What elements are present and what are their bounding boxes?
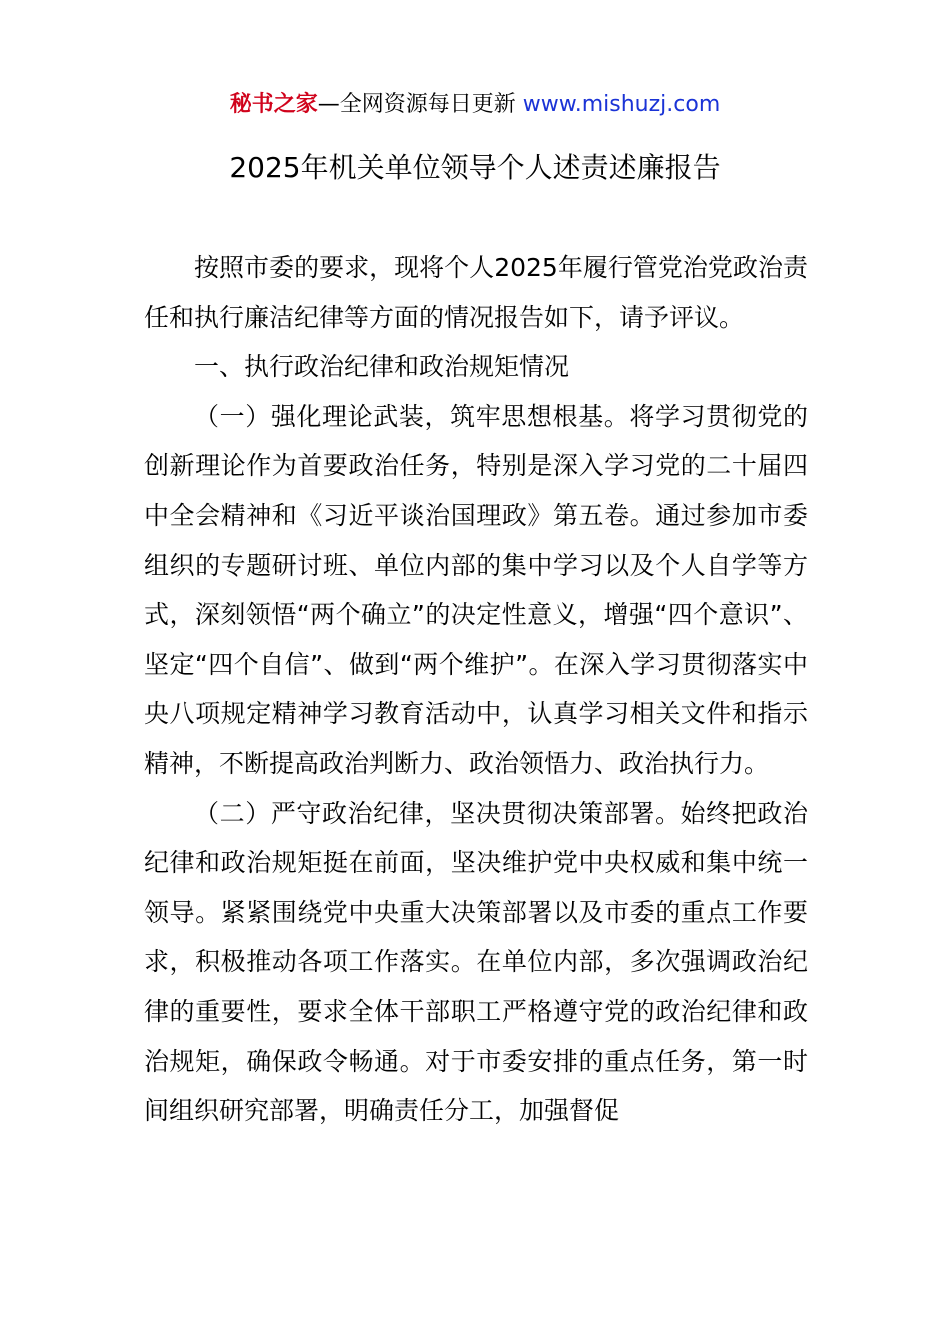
site-url-link[interactable]: www.mishuzj.com bbox=[522, 92, 721, 117]
site-header bbox=[0, 88, 950, 122]
document-body bbox=[144, 243, 808, 1136]
document-title: 2025年机关单位领导个人述责述廉报告 bbox=[229, 151, 721, 184]
intro-paragraph: 按照市委的要求，现将个人2025年履行管党治党政治责任和执行廉洁纪律等方面的情况报告如下，请予评议。 bbox=[144, 253, 808, 332]
body-paragraph: （一）强化理论武装，筑牢思想根基。将学习贯彻党的创新理论作为首要政治任务，特别是深入学习党的二十届四中全会精神和《习近平谈治国理政》第五卷。通过参加市委组织的专题研讨班、单位内部的集中学习以及个人自学等方式，深刻领悟“两个确立”的决定性意义，增强“四个意识”、坚定“四个自信”、做到“两个维护”。在深入学习贯彻落实中央八项规定精神学习教育活动中，认真学习相关文件和指示精神，不断提高政治判断力、政治领悟力、政治执行力。 bbox=[144, 401, 808, 778]
body-paragraph: （二）严守政治纪律，坚决贯彻决策部署。始终把政治纪律和政治规矩挺在前面，坚决维护党中央权威和集中统一领导。紧紧围绕党中央重大决策部署以及市委的重点工作要求，积极推动各项工作落实。在单位内部，多次强调政治纪律的重要性，要求全体干部职工严格遵守党的政治纪律和政治规矩，确保政令畅通。对于市委安排的重点任务，第一时间组织研究部署，明确责任分工，加强督促 bbox=[144, 798, 808, 1126]
section-heading: 一、执行政治纪律和政治规矩情况 bbox=[194, 352, 570, 382]
site-tagline: —全网资源每日更新 bbox=[317, 92, 516, 117]
brand-name: 秘书之家 bbox=[229, 92, 318, 117]
